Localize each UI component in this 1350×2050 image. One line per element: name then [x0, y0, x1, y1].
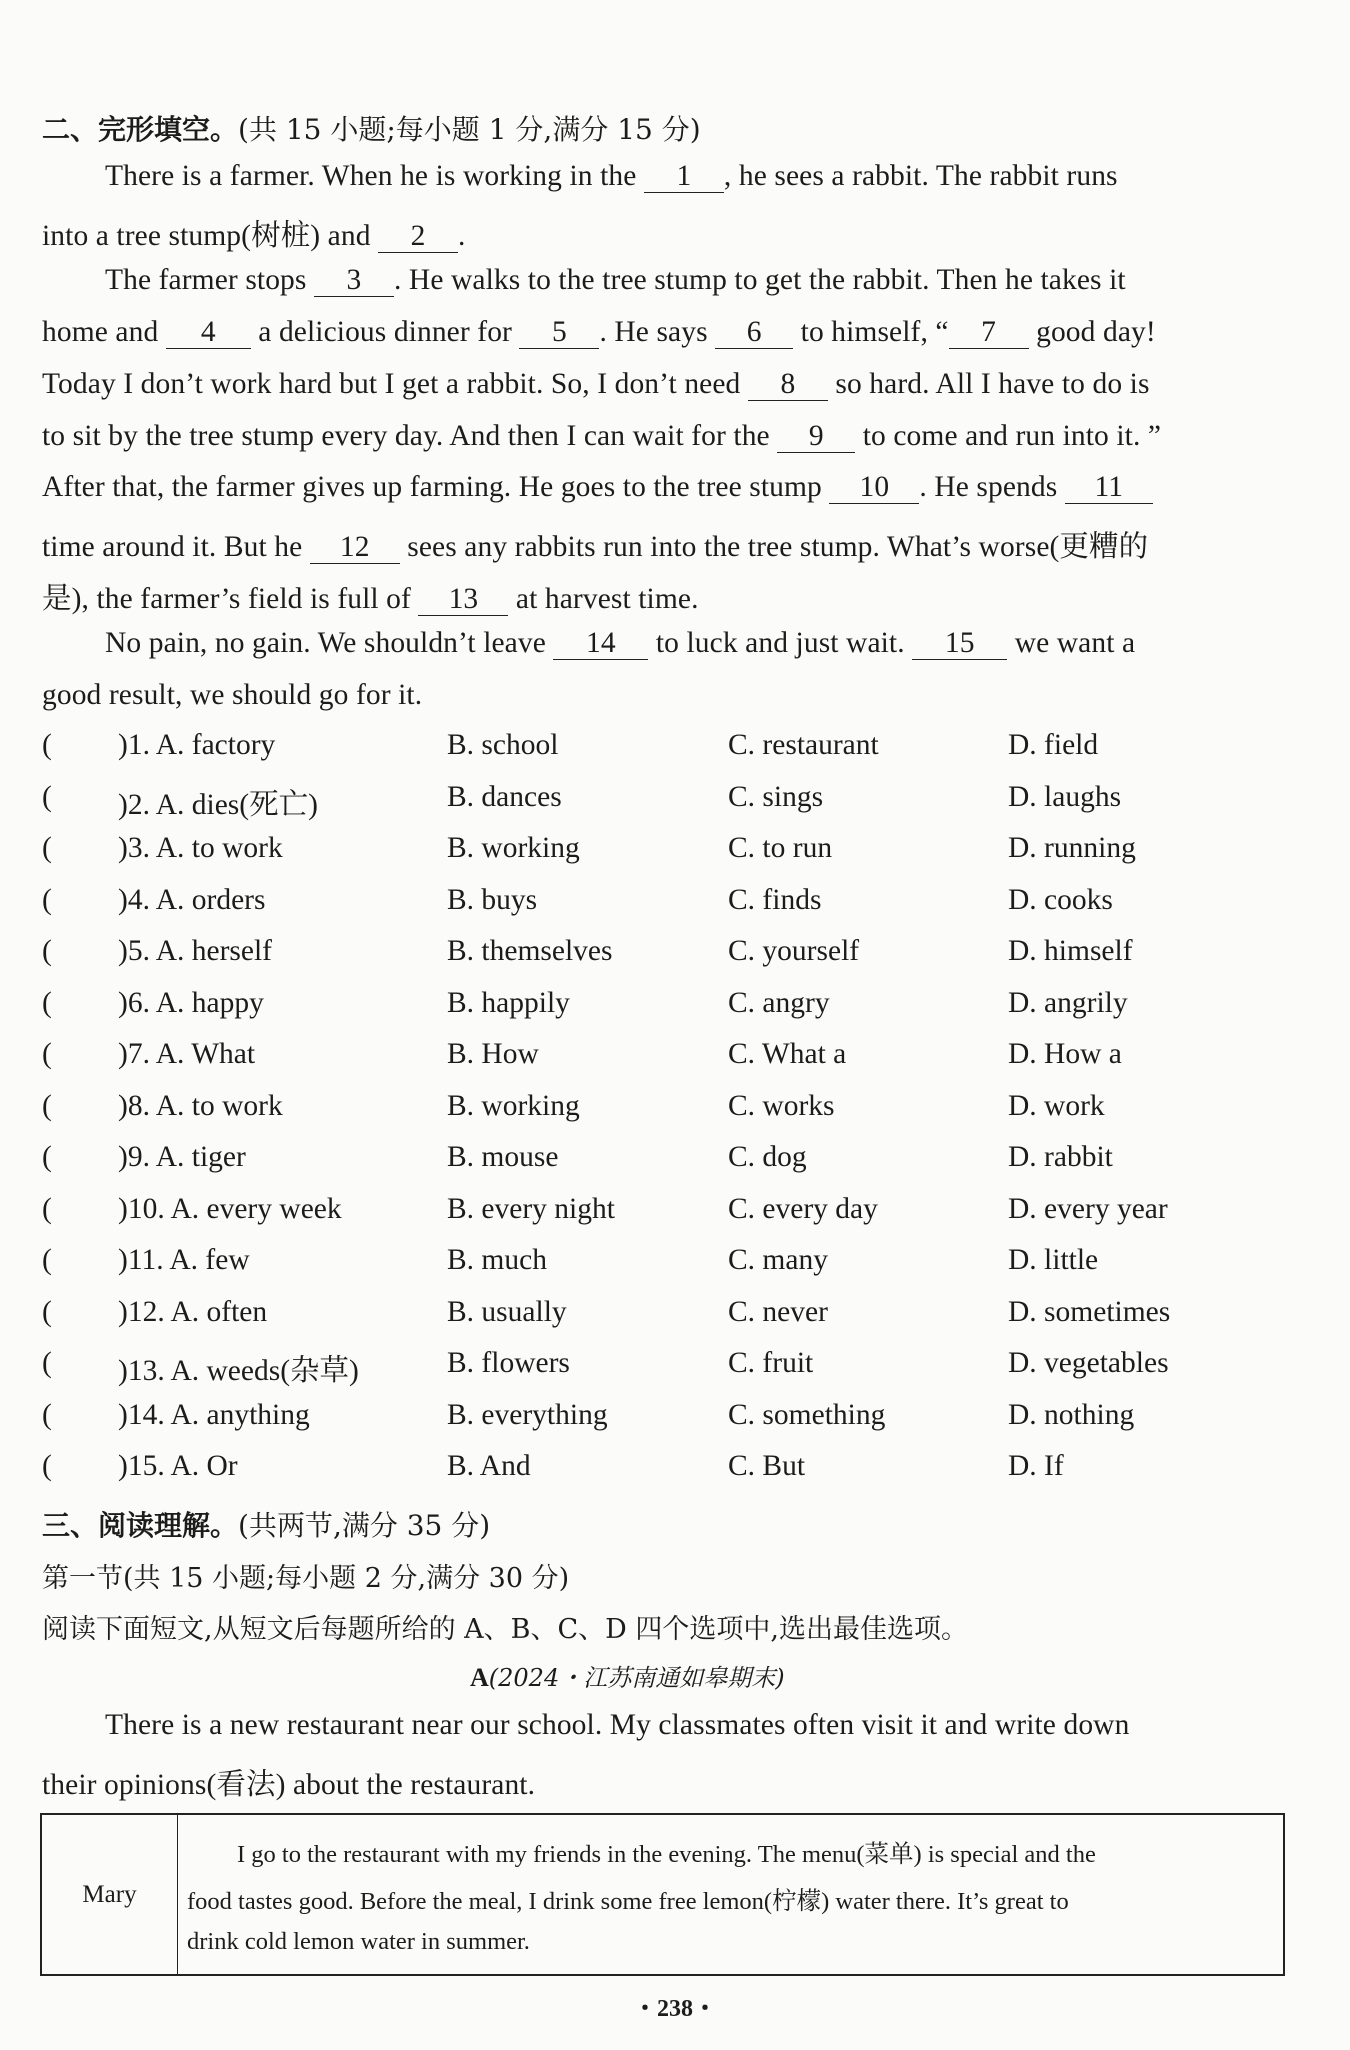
option-b[interactable]: B. And	[447, 1450, 531, 1482]
passage-line: to sit by the tree stump every day. And then I can wait for the 9 to come and run into it. ”	[42, 420, 1162, 452]
blank-7[interactable]: 7	[949, 317, 1029, 349]
option-b[interactable]: B. mouse	[447, 1141, 559, 1173]
option-c[interactable]: C. yourself	[728, 935, 860, 967]
blank-13[interactable]: 13	[418, 584, 508, 616]
reading-intro-line: There is a new restaurant near our school. My classmates often visit it and write down	[105, 1709, 1130, 1741]
blank-1[interactable]: 1	[644, 161, 724, 193]
blank-9[interactable]: 9	[777, 421, 855, 453]
part-1-heading: 第一节(共 15 小题;每小题 2 分,满分 30 分)	[42, 1563, 570, 1594]
option-a[interactable]: )12. A. often	[118, 1296, 268, 1328]
blank-5[interactable]: 5	[519, 317, 599, 349]
answer-bracket[interactable]: (	[42, 1038, 52, 1070]
option-c[interactable]: C. never	[728, 1296, 828, 1328]
table-content-line: food tastes good. Before the meal, I drink some free lemon(柠檬) water there. It’s great to	[187, 1888, 1069, 1915]
option-b[interactable]: B. usually	[447, 1296, 567, 1328]
passage-label: A	[470, 1663, 489, 1692]
passage-line: good result, we should go for it.	[42, 679, 423, 711]
option-c[interactable]: C. fruit	[728, 1347, 814, 1379]
option-c[interactable]: C. restaurant	[728, 729, 879, 761]
answer-bracket[interactable]: (	[42, 1244, 52, 1276]
table-content-cell	[187, 1815, 1275, 1974]
option-b[interactable]: B. dances	[447, 781, 562, 813]
section-2-note: (共 15 小题;每小题 1 分,满分 15 分)	[238, 113, 701, 146]
option-b[interactable]: B. every night	[447, 1193, 615, 1225]
option-d[interactable]: D. If	[1008, 1450, 1064, 1482]
option-b[interactable]: B. school	[447, 729, 559, 761]
option-b[interactable]: B. working	[447, 832, 580, 864]
option-b[interactable]: B. happily	[447, 987, 570, 1019]
option-b[interactable]: B. everything	[447, 1399, 608, 1431]
option-a[interactable]: )9. A. tiger	[118, 1141, 246, 1173]
passage-source: (2024・江苏南通如皋期末)	[488, 1664, 785, 1692]
option-d[interactable]: D. work	[1008, 1090, 1105, 1122]
table-content-line: drink cold lemon water in summer.	[187, 1928, 530, 1955]
option-a[interactable]: )6. A. happy	[118, 987, 264, 1019]
answer-bracket[interactable]: (	[42, 987, 52, 1019]
answer-bracket[interactable]: (	[42, 1296, 52, 1328]
passage-line: home and 4 a delicious dinner for 5 . He says 6 to himself, “ 7 good day!	[42, 316, 1156, 348]
section-2-title: 二、完形填空。	[42, 113, 239, 146]
passage-line: time around it. But he 12 sees any rabbits run into the tree stump. What’s worse(更糟的	[42, 531, 1149, 563]
page-number: ・238・	[633, 1996, 717, 2022]
answer-bracket[interactable]: (	[42, 1090, 52, 1122]
option-c[interactable]: C. angry	[728, 987, 830, 1019]
option-c[interactable]: C. But	[728, 1450, 806, 1482]
option-d[interactable]: D. little	[1008, 1244, 1099, 1276]
passage-line: The farmer stops 3 . He walks to the tree stump to get the rabbit. Then he takes it	[105, 264, 1126, 296]
option-b[interactable]: B. buys	[447, 884, 538, 916]
answer-bracket[interactable]: (	[42, 884, 52, 916]
passage-a-title	[470, 1658, 785, 1693]
blank-3[interactable]: 3	[314, 265, 394, 297]
option-d[interactable]: D. How a	[1008, 1038, 1122, 1070]
passage-line: 是), the farmer’s field is full of 13 at harvest time.	[42, 583, 699, 615]
option-c[interactable]: C. works	[728, 1090, 835, 1122]
option-b[interactable]: B. much	[447, 1244, 547, 1276]
answer-bracket[interactable]: (	[42, 935, 52, 967]
option-d[interactable]: D. nothing	[1008, 1399, 1135, 1431]
answer-bracket[interactable]: (	[42, 1193, 52, 1225]
answer-bracket[interactable]: (	[42, 832, 52, 864]
option-a[interactable]: )4. A. orders	[118, 884, 266, 916]
passage-line: There is a farmer. When he is working in the 1 , he sees a rabbit. The rabbit runs	[105, 160, 1118, 192]
reading-instruction: 阅读下面短文,从短文后每题所给的 A、B、C、D 四个选项中,选出最佳选项。	[42, 1614, 968, 1645]
blank-12[interactable]: 12	[310, 532, 400, 564]
blank-11[interactable]: 11	[1065, 472, 1153, 504]
option-a[interactable]: )3. A. to work	[118, 832, 283, 864]
option-c[interactable]: C. to run	[728, 832, 833, 864]
option-d[interactable]: D. running	[1008, 832, 1136, 864]
option-d[interactable]: D. vegetables	[1008, 1347, 1169, 1379]
option-a[interactable]: )13. A. weeds(杂草)	[118, 1355, 359, 1387]
option-c[interactable]: C. What a	[728, 1038, 847, 1070]
passage-line: After that, the farmer gives up farming. He goes to the tree stump 10 . He spends 11	[42, 471, 1153, 504]
blank-10[interactable]: 10	[829, 472, 919, 504]
option-d[interactable]: D. every year	[1008, 1193, 1168, 1225]
answer-bracket[interactable]: (	[42, 781, 52, 813]
option-c[interactable]: C. every day	[728, 1193, 878, 1225]
section-3-heading	[42, 1504, 490, 1544]
table-name-cell: Mary	[42, 1815, 178, 1974]
option-a[interactable]: )11. A. few	[118, 1244, 250, 1276]
opinion-table	[40, 1813, 1285, 1976]
blank-6[interactable]: 6	[715, 317, 793, 349]
table-content-line: I go to the restaurant with my friends in the evening. The menu(菜单) is special and the	[237, 1841, 1096, 1868]
option-d[interactable]: D. angrily	[1008, 987, 1128, 1019]
option-a[interactable]: )15. A. Or	[118, 1450, 238, 1482]
option-a[interactable]: )8. A. to work	[118, 1090, 283, 1122]
answer-bracket[interactable]: (	[42, 1347, 52, 1379]
option-d[interactable]: D. cooks	[1008, 884, 1113, 916]
option-d[interactable]: D. laughs	[1008, 781, 1122, 813]
option-d[interactable]: D. field	[1008, 729, 1099, 761]
option-c[interactable]: C. finds	[728, 884, 822, 916]
blank-8[interactable]: 8	[748, 369, 828, 401]
option-a[interactable]: )7. A. What	[118, 1038, 256, 1070]
option-d[interactable]: D. himself	[1008, 935, 1133, 967]
option-a[interactable]: )1. A. factory	[118, 729, 276, 761]
option-b[interactable]: B. How	[447, 1038, 539, 1070]
answer-bracket[interactable]: (	[42, 1141, 52, 1173]
answer-bracket[interactable]: (	[42, 1450, 52, 1482]
answer-bracket[interactable]: (	[42, 729, 52, 761]
option-a[interactable]: )10. A. every week	[118, 1193, 342, 1225]
option-c[interactable]: C. something	[728, 1399, 886, 1431]
option-b[interactable]: B. flowers	[447, 1347, 570, 1379]
option-d[interactable]: D. rabbit	[1008, 1141, 1113, 1173]
option-a[interactable]: )14. A. anything	[118, 1399, 310, 1431]
option-b[interactable]: B. working	[447, 1090, 580, 1122]
blank-2[interactable]: 2	[378, 221, 458, 253]
passage-line: No pain, no gain. We shouldn’t leave 14 to luck and just wait. 15 we want a	[105, 627, 1136, 659]
blank-4[interactable]: 4	[166, 317, 251, 349]
passage-line: into a tree stump(树桩) and 2 .	[42, 220, 466, 252]
section-2-heading	[42, 108, 701, 148]
option-b[interactable]: B. themselves	[447, 935, 613, 967]
option-a[interactable]: )5. A. herself	[118, 935, 273, 967]
section-3-title: 三、阅读理解。	[42, 1509, 239, 1542]
blank-14[interactable]: 14	[553, 628, 648, 660]
option-a[interactable]: )2. A. dies(死亡)	[118, 789, 318, 821]
blank-15[interactable]: 15	[912, 628, 1007, 660]
option-c[interactable]: C. many	[728, 1244, 828, 1276]
section-3-note: (共两节,满分 35 分)	[238, 1509, 491, 1542]
option-c[interactable]: C. sings	[728, 781, 824, 813]
reading-intro-line: their opinions(看法) about the restaurant.	[42, 1769, 536, 1801]
passage-line: Today I don’t work hard but I get a rabbit. So, I don’t need 8 so hard. All I have to do is	[42, 368, 1150, 400]
option-d[interactable]: D. sometimes	[1008, 1296, 1171, 1328]
answer-bracket[interactable]: (	[42, 1399, 52, 1431]
option-c[interactable]: C. dog	[728, 1141, 807, 1173]
